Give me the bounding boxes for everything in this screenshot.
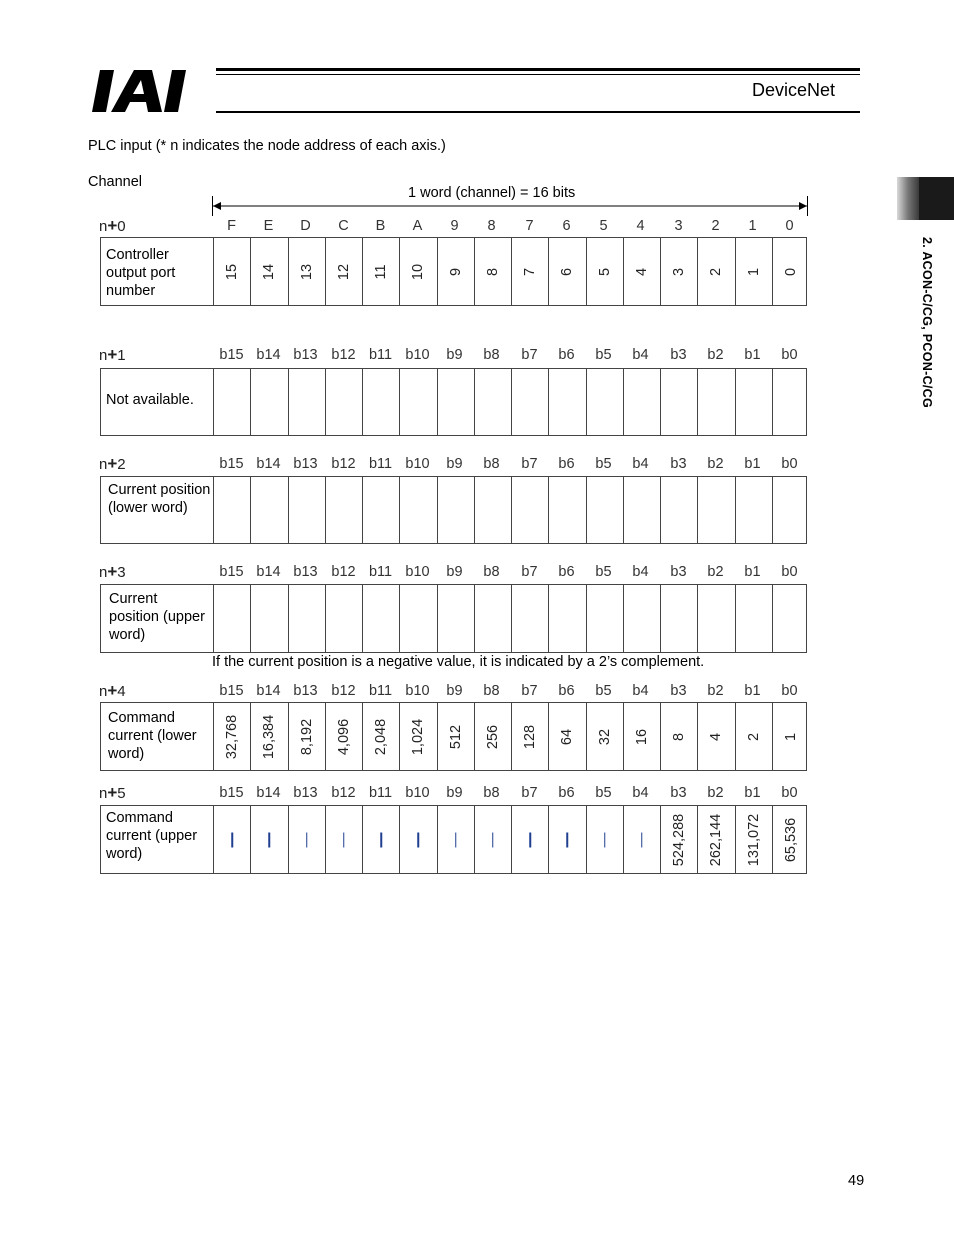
bit-label: b9 bbox=[446, 456, 463, 472]
bit-label: b6 bbox=[558, 683, 575, 699]
bit-cell: 9 bbox=[437, 238, 474, 305]
header-rule-top bbox=[216, 68, 860, 71]
bit-label: b12 bbox=[331, 564, 356, 580]
bit-label: b0 bbox=[781, 564, 798, 580]
bit-cell: 8 bbox=[474, 238, 511, 305]
bit-cell bbox=[548, 477, 585, 543]
bit-label: b1 bbox=[744, 683, 761, 699]
bit-label: 3 bbox=[674, 218, 683, 234]
register-label: n+1 bbox=[99, 345, 126, 364]
register-n4 bbox=[100, 681, 808, 771]
bit-cell bbox=[474, 806, 511, 873]
bit-cell bbox=[213, 477, 250, 543]
bit-label: b11 bbox=[368, 564, 393, 580]
bit-cell bbox=[250, 806, 287, 873]
bit-label: b4 bbox=[632, 347, 649, 363]
channel-label: Channel bbox=[88, 174, 143, 190]
register-label: n+2 bbox=[99, 454, 126, 473]
bit-cell: 16,384 bbox=[250, 703, 287, 770]
bit-label: b0 bbox=[781, 785, 798, 801]
bit-label: b7 bbox=[521, 347, 538, 363]
bit-cell bbox=[623, 806, 660, 873]
bit-cell bbox=[250, 585, 287, 652]
unused-bit-mark bbox=[231, 832, 233, 847]
bit-label: b7 bbox=[521, 683, 538, 699]
bit-label: b14 bbox=[256, 456, 281, 472]
bit-cell bbox=[437, 585, 474, 652]
bit-cell: 15 bbox=[213, 238, 250, 305]
bit-cell bbox=[437, 477, 474, 543]
bit-cell bbox=[213, 369, 250, 435]
bit-cell bbox=[772, 585, 809, 652]
bit-label: F bbox=[227, 218, 236, 234]
register-row bbox=[100, 584, 807, 653]
bit-label: b5 bbox=[595, 456, 612, 472]
bit-cell bbox=[250, 369, 287, 435]
bit-label: b0 bbox=[781, 683, 798, 699]
bit-label: b9 bbox=[446, 683, 463, 699]
register-name: Current position (upper word) bbox=[109, 591, 205, 643]
register-name: Current position (lower word) bbox=[108, 482, 211, 516]
bit-cell bbox=[660, 477, 697, 543]
bit-label: b7 bbox=[521, 456, 538, 472]
bit-label: b15 bbox=[219, 564, 244, 580]
bit-label: b13 bbox=[293, 456, 318, 472]
bit-label: b5 bbox=[595, 564, 612, 580]
bit-label: b8 bbox=[483, 456, 500, 472]
header-rule-bottom bbox=[216, 111, 860, 113]
bit-label: 9 bbox=[450, 218, 459, 234]
product-title: DeviceNet bbox=[752, 80, 836, 100]
bit-label: 7 bbox=[525, 218, 534, 234]
bit-label: b7 bbox=[521, 785, 538, 801]
bit-cell: 3 bbox=[660, 238, 697, 305]
page-number: 49 bbox=[848, 1173, 865, 1189]
bit-label: b13 bbox=[293, 347, 318, 363]
bit-cell bbox=[772, 477, 809, 543]
bit-label: B bbox=[375, 218, 386, 234]
bit-cell: 12 bbox=[325, 238, 362, 305]
bit-label: C bbox=[338, 218, 349, 234]
bit-cell bbox=[697, 477, 734, 543]
bit-cell: 8,192 bbox=[288, 703, 325, 770]
bit-cell bbox=[362, 369, 399, 435]
bit-label: 1 bbox=[748, 218, 757, 234]
bit-cell bbox=[548, 806, 585, 873]
bit-cell bbox=[735, 585, 772, 652]
negative-value-note: If the current position is a negative value, it is indicated by a 2’s complement. bbox=[212, 654, 705, 670]
word-width-label: 1 word (channel) = 16 bits bbox=[408, 185, 576, 201]
bit-label: b11 bbox=[368, 785, 393, 801]
bit-cell bbox=[325, 806, 362, 873]
bit-cell: 1 bbox=[772, 703, 809, 770]
register-label: n+0 bbox=[99, 216, 126, 235]
bit-cell: 524,288 bbox=[660, 806, 697, 873]
bit-cell bbox=[437, 806, 474, 873]
bit-label: b2 bbox=[707, 456, 724, 472]
bit-cell bbox=[511, 585, 548, 652]
bit-cell: 4,096 bbox=[325, 703, 362, 770]
bit-cell bbox=[660, 585, 697, 652]
bit-label: b8 bbox=[483, 683, 500, 699]
bit-label: b6 bbox=[558, 564, 575, 580]
bit-cell: 11 bbox=[362, 238, 399, 305]
bit-label: b14 bbox=[256, 564, 281, 580]
bit-cell bbox=[213, 806, 250, 873]
bit-label: b4 bbox=[632, 456, 649, 472]
bit-label: b14 bbox=[256, 683, 281, 699]
bit-cell: 256 bbox=[474, 703, 511, 770]
unused-bit-mark bbox=[567, 832, 569, 847]
bit-cell: 512 bbox=[437, 703, 474, 770]
bit-label: b3 bbox=[670, 564, 687, 580]
bit-cell: 2 bbox=[735, 703, 772, 770]
chapter-tab-label: 2. ACON-C/CG, PCON-C/CG bbox=[920, 237, 934, 409]
bit-cell bbox=[362, 585, 399, 652]
unused-bit-mark bbox=[455, 832, 457, 847]
bit-label: b3 bbox=[670, 347, 687, 363]
bit-cell bbox=[288, 585, 325, 652]
bit-label: 4 bbox=[636, 218, 645, 234]
bit-label: b10 bbox=[405, 564, 430, 580]
bit-cell: 32,768 bbox=[213, 703, 250, 770]
unused-bit-mark bbox=[604, 832, 606, 847]
bit-cell bbox=[586, 585, 623, 652]
chapter-tab-gradient bbox=[897, 177, 919, 220]
bit-cell bbox=[623, 477, 660, 543]
register-row bbox=[100, 805, 807, 874]
bit-label: b0 bbox=[781, 456, 798, 472]
bit-label: b4 bbox=[632, 564, 649, 580]
bit-label: 5 bbox=[599, 218, 608, 234]
bit-cell: 14 bbox=[250, 238, 287, 305]
unused-bit-mark bbox=[492, 832, 494, 847]
unused-bit-mark bbox=[269, 832, 271, 847]
register-row bbox=[100, 237, 807, 306]
bit-label: b9 bbox=[446, 347, 463, 363]
unused-bit-mark bbox=[641, 832, 643, 847]
bit-cell: 262,144 bbox=[697, 806, 734, 873]
bit-label: b2 bbox=[707, 347, 724, 363]
bit-cell bbox=[288, 477, 325, 543]
bit-label: b8 bbox=[483, 785, 500, 801]
bit-label: b2 bbox=[707, 564, 724, 580]
bit-label: b10 bbox=[405, 347, 430, 363]
bit-cell bbox=[362, 806, 399, 873]
bit-cell bbox=[399, 585, 436, 652]
bit-label: b2 bbox=[707, 683, 724, 699]
bit-cell: 64 bbox=[548, 703, 585, 770]
bit-label: b10 bbox=[405, 683, 430, 699]
bit-label: b9 bbox=[446, 785, 463, 801]
bit-cell: 131,072 bbox=[735, 806, 772, 873]
bit-cell: 0 bbox=[772, 238, 809, 305]
bit-cell: 2 bbox=[697, 238, 734, 305]
bit-cell bbox=[474, 585, 511, 652]
bit-label: D bbox=[300, 218, 311, 234]
bit-cell bbox=[362, 477, 399, 543]
bit-label: b1 bbox=[744, 564, 761, 580]
bit-label: b13 bbox=[293, 564, 318, 580]
register-name: Not available. bbox=[106, 392, 194, 408]
bit-cell: 32 bbox=[586, 703, 623, 770]
bit-cell bbox=[325, 585, 362, 652]
bit-label: b13 bbox=[293, 683, 318, 699]
bit-label: b7 bbox=[521, 564, 538, 580]
bit-label: 2 bbox=[711, 218, 720, 234]
bit-cell: 6 bbox=[548, 238, 585, 305]
bit-label: b4 bbox=[632, 683, 649, 699]
bit-label: b1 bbox=[744, 785, 761, 801]
header-rule-mid bbox=[216, 74, 860, 75]
bit-label: b10 bbox=[405, 456, 430, 472]
register-name: Controller output port number bbox=[106, 247, 176, 299]
bit-cell bbox=[288, 369, 325, 435]
bit-cell bbox=[511, 369, 548, 435]
bit-label: b6 bbox=[558, 456, 575, 472]
bit-label: b11 bbox=[368, 683, 393, 699]
register-label: n+4 bbox=[99, 681, 126, 700]
bit-cell bbox=[586, 477, 623, 543]
bit-cell bbox=[325, 477, 362, 543]
bit-cell bbox=[660, 369, 697, 435]
bit-cell bbox=[735, 477, 772, 543]
register-row bbox=[100, 368, 807, 436]
bit-cell bbox=[213, 585, 250, 652]
bit-label: b1 bbox=[744, 456, 761, 472]
bit-label: E bbox=[263, 218, 274, 234]
bit-cell bbox=[474, 477, 511, 543]
bit-label: b12 bbox=[331, 456, 356, 472]
chapter-tab-block bbox=[919, 177, 954, 220]
intro-text: PLC input (* n indicates the node address of each axis.) bbox=[88, 138, 446, 154]
bit-label: b3 bbox=[670, 785, 687, 801]
bit-cell bbox=[772, 369, 809, 435]
bit-cell bbox=[697, 369, 734, 435]
bit-label: b15 bbox=[219, 456, 244, 472]
register-n1 bbox=[100, 345, 808, 436]
bit-label: b11 bbox=[368, 456, 393, 472]
bit-label: b3 bbox=[670, 456, 687, 472]
bit-cell bbox=[325, 369, 362, 435]
bit-label: 0 bbox=[785, 218, 794, 234]
bit-cell: 4 bbox=[697, 703, 734, 770]
bit-cell bbox=[586, 806, 623, 873]
bit-label: 6 bbox=[562, 218, 571, 234]
bit-label: b11 bbox=[368, 347, 393, 363]
bit-label: b4 bbox=[632, 785, 649, 801]
bit-label: b15 bbox=[219, 347, 244, 363]
bit-cell bbox=[623, 369, 660, 435]
register-label: n+3 bbox=[99, 562, 126, 581]
bit-cell: 1,024 bbox=[399, 703, 436, 770]
bit-label: 8 bbox=[487, 218, 496, 234]
bit-label: b6 bbox=[558, 785, 575, 801]
bit-label: b14 bbox=[256, 347, 281, 363]
bit-label: b14 bbox=[256, 785, 281, 801]
bit-label: b8 bbox=[483, 564, 500, 580]
bit-label: A bbox=[412, 218, 423, 234]
bit-cell bbox=[548, 585, 585, 652]
bit-label: b5 bbox=[595, 347, 612, 363]
register-row bbox=[100, 702, 807, 771]
register-name: Command current (lower word) bbox=[108, 710, 197, 762]
bit-label: b13 bbox=[293, 785, 318, 801]
iai-logo bbox=[92, 66, 210, 116]
bit-cell: 4 bbox=[623, 238, 660, 305]
register-n2 bbox=[100, 454, 808, 544]
bit-label: b8 bbox=[483, 347, 500, 363]
bit-cell: 8 bbox=[660, 703, 697, 770]
bit-cell: 16 bbox=[623, 703, 660, 770]
register-name: Command current (upper word) bbox=[106, 810, 198, 862]
bit-cell bbox=[511, 806, 548, 873]
bit-cell: 65,536 bbox=[772, 806, 809, 873]
bit-cell bbox=[548, 369, 585, 435]
register-n3 bbox=[100, 562, 808, 653]
bit-cell: 128 bbox=[511, 703, 548, 770]
bit-cell: 13 bbox=[288, 238, 325, 305]
unused-bit-mark bbox=[529, 832, 531, 847]
bit-cell bbox=[474, 369, 511, 435]
bit-cell bbox=[735, 369, 772, 435]
bit-cell: 10 bbox=[399, 238, 436, 305]
bit-label: b12 bbox=[331, 785, 356, 801]
bit-cell bbox=[399, 477, 436, 543]
bit-label: b5 bbox=[595, 785, 612, 801]
bit-label: b3 bbox=[670, 683, 687, 699]
unused-bit-mark bbox=[306, 832, 308, 847]
unused-bit-mark bbox=[418, 832, 420, 847]
bit-label: b2 bbox=[707, 785, 724, 801]
bit-cell bbox=[511, 477, 548, 543]
bit-cell: 1 bbox=[735, 238, 772, 305]
register-row bbox=[100, 476, 807, 544]
bit-label: b9 bbox=[446, 564, 463, 580]
bit-label: b12 bbox=[331, 683, 356, 699]
unused-bit-mark bbox=[380, 832, 382, 847]
bit-cell bbox=[288, 806, 325, 873]
bit-label: b10 bbox=[405, 785, 430, 801]
bit-cell bbox=[697, 585, 734, 652]
bit-cell bbox=[586, 369, 623, 435]
register-label: n+5 bbox=[99, 783, 126, 802]
bit-label: b6 bbox=[558, 347, 575, 363]
bit-cell: 2,048 bbox=[362, 703, 399, 770]
unused-bit-mark bbox=[343, 832, 345, 847]
bit-cell bbox=[623, 585, 660, 652]
bit-label: b5 bbox=[595, 683, 612, 699]
bit-cell bbox=[399, 369, 436, 435]
bit-label: b12 bbox=[331, 347, 356, 363]
register-n5 bbox=[100, 783, 808, 874]
bit-label: b1 bbox=[744, 347, 761, 363]
bit-cell bbox=[437, 369, 474, 435]
bit-label: b15 bbox=[219, 683, 244, 699]
bit-cell: 7 bbox=[511, 238, 548, 305]
register-n0 bbox=[100, 216, 808, 306]
bit-cell: 5 bbox=[586, 238, 623, 305]
bit-label: b15 bbox=[219, 785, 244, 801]
bit-cell bbox=[250, 477, 287, 543]
bit-label: b0 bbox=[781, 347, 798, 363]
bit-cell bbox=[399, 806, 436, 873]
